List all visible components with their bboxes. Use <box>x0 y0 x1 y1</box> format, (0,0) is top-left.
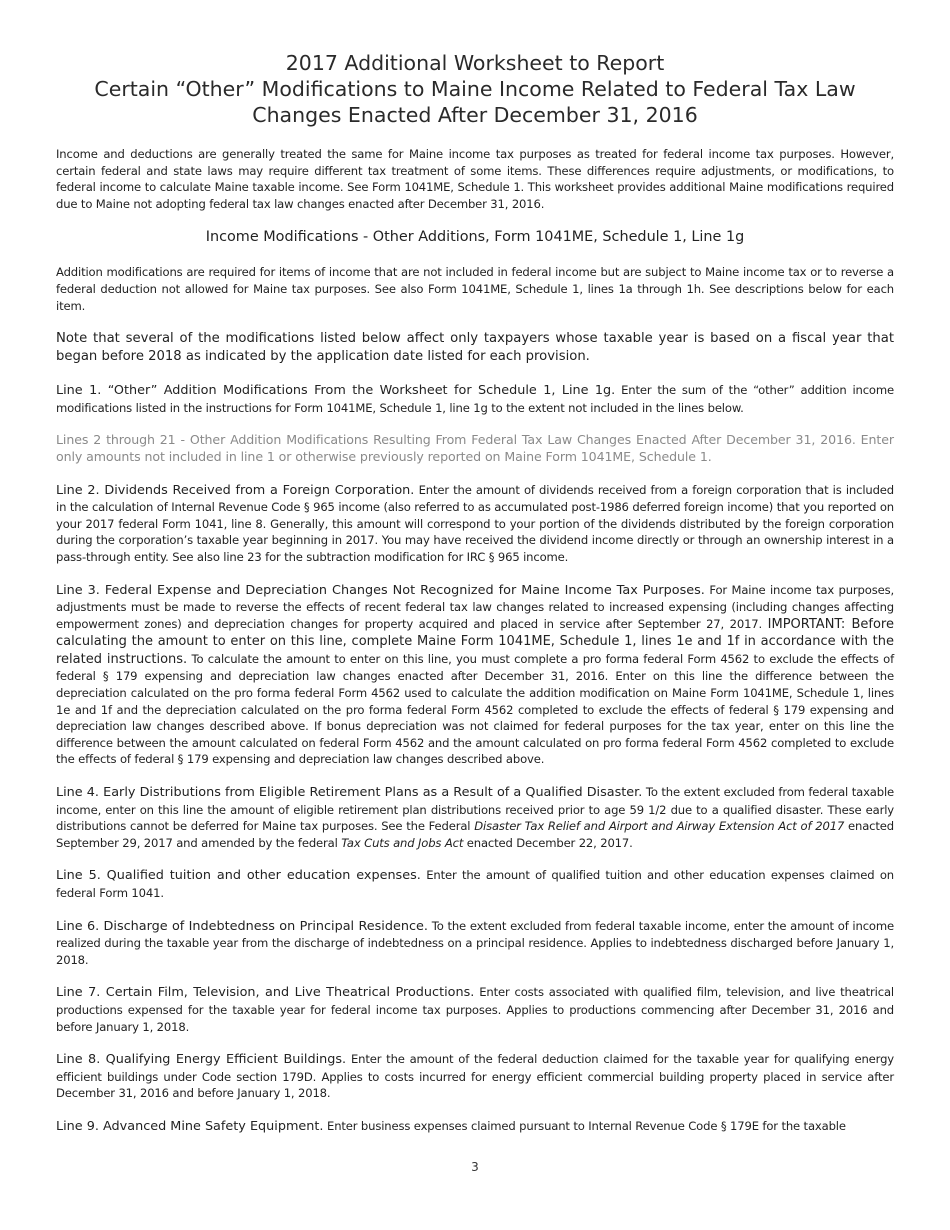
document-page <box>56 50 894 1152</box>
addition-paragraph: Addition modifications are required for items of income that are not included in federal income but are subject to Maine income tax or to reverse a federal deduction not allowed for Maine tax purposes. See also Form 1041ME, Schedule 1, lines 1a through 1h. See descriptions below for each item. <box>56 265 894 313</box>
title-line-1: 2017 Additional Worksheet to Report <box>285 51 665 75</box>
line-4-text: To the extent excluded from federal taxable income, enter on this line the amount of eligible retirement plan distributions received prior to age 59 1/2 due to a qualified disaster. These early distributions cannot be deferred for Maine tax purposes. See the Federal <box>56 785 894 834</box>
line-7-text: Enter costs associated with qualified film, television, and live theatrical productions expensed for the taxable year for federal income tax purposes. Applies to productions commencing after December 31, 2016 and before January 1, 2018. <box>56 985 894 1034</box>
line-4-lead: Line 4. Early Distributions from Eligible Retirement Plans as a Result of a Qualified Disaster. <box>56 785 643 801</box>
line-9-lead: Line 9. Advanced Mine Safety Equipment. <box>56 1118 324 1134</box>
line-7-entry <box>56 984 894 1035</box>
line-5-lead: Line 5. Qualified tuition and other education expenses. <box>56 868 421 884</box>
section-heading: Income Modifications - Other Additions, Form 1041ME, Schedule 1, Line 1g <box>205 229 745 246</box>
line-6-entry <box>56 918 894 969</box>
line-4-text-2: enacted September 29, 2017 and amended by the federal <box>56 819 894 850</box>
line-4-text-3: enacted December 22, 2017. <box>463 835 633 850</box>
line-1-lead: Line 1. “Other” Addition Modifications From the Worksheet for Schedule 1, Line 1g. <box>56 383 616 399</box>
line-1-entry <box>56 382 894 416</box>
note-paragraph: Note that several of the modifications listed below affect only taxpayers whose taxable year is based on a fiscal year that began before 2018 as indicated by the application date listed for each provision. <box>56 331 894 365</box>
line-8-text: Enter the amount of the federal deduction claimed for the taxable year for qualifying energy efficient buildings under Code section 179D. Applies to costs incurred for energy efficient commercial building property placed in service after December 31, 2016 and before January 1, 2018. <box>56 1052 894 1101</box>
line-4-act-1: Disaster Tax Relief and Airport and Airway Extension Act of 2017 <box>474 819 845 834</box>
line-7-lead: Line 7. Certain Film, Television, and Live Theatrical Productions. <box>56 985 475 1001</box>
document-title <box>56 50 894 128</box>
lines-2-21-note: Lines 2 through 21 - Other Addition Modifications Resulting From Federal Tax Law Changes Enacted After December 31, 2016. Enter only amounts not included in line 1 or otherwise previously reported on Maine Form 1041ME, Schedule 1. <box>56 432 894 464</box>
line-3-text: For Maine income tax purposes, adjustments must be made to reverse the effects of recent federal tax law changes related to increased expensing (including changes affecting empowerment zones) and depreciation changes for property acquired and placed in service after September 27, 2017. <box>56 582 894 631</box>
line-9-text: Enter business expenses claimed pursuant to Internal Revenue Code § 179E for the taxable <box>323 1118 846 1133</box>
line-2-entry <box>56 482 894 566</box>
line-5-entry <box>56 867 894 901</box>
line-9-entry <box>56 1118 894 1136</box>
line-2-lead: Line 2. Dividends Received from a Foreign Corporation. <box>56 482 415 498</box>
line-3-important: IMPORTANT: Before calculating the amount to enter on this line, complete Maine Form 1041ME, Schedule 1, lines 1e and 1f in accordance with the related instructions. <box>56 616 894 667</box>
line-5-text: Enter the amount of qualified tuition and other education expenses claimed on federal Form 1041. <box>56 868 894 900</box>
title-line-3: Changes Enacted After December 31, 2016 <box>252 103 698 127</box>
line-3-text-2: To calculate the amount to enter on this line, you must complete a pro forma federal Form 4562 to exclude the effects of federal § 179 expensing and depreciation law changes enacted after December 31, 2016. Enter on this line the difference between the depreciation calculated on the pro forma federal Form 4562 used to calculate the addition modification on Maine Form 1041ME, Schedule 1, lines 1e and 1f and the depreciation calculated on the pro forma federal Form 4562 completed to exclude the effects of federal § 179 expensing and depreciation law changes described above. If bonus depreciation was not claimed for federal purposes for the tax year, enter on this line the difference between the amount calculated on federal Form 4562 and the amount calculated on pro forma federal Form 4562 completed to exclude the effects of federal § 179 expensing and depreciation law changes described above. <box>56 651 894 767</box>
line-4-act-2: Tax Cuts and Jobs Act <box>341 835 464 850</box>
line-4-entry <box>56 784 894 851</box>
title-line-2: Certain “Other” Modifications to Maine Income Related to Federal Tax Law <box>94 77 856 101</box>
line-8-entry <box>56 1051 894 1102</box>
line-2-text: Enter the amount of dividends received from a foreign corporation that is included in the calculation of Internal Revenue Code § 965 income (also referred to as accumulated post-1986 deferred foreign income) that you reported on your 2017 federal Form 1041, line 8. Generally, this amount will correspond to your portion of the dividends distributed by the foreign corporation during the corporation’s taxable year beginning in 2017. You may have received the dividend income directly or through an ownership interest in a pass-through entity. See also line 23 for the subtraction modification for IRC § 965 income. <box>56 482 894 564</box>
line-1-text: Enter the sum of the “other” addition income modifications listed in the instructions for Form 1041ME, Schedule 1, line 1g to the extent not included in the lines below. <box>56 383 895 415</box>
intro-paragraph: Income and deductions are generally treated the same for Maine income tax purposes as treated for federal income tax purposes. However, certain federal and state laws may require different tax treatment of some items. These differences require adjustments, or modifications, to federal income to calculate Maine taxable income. See Form 1041ME, Schedule 1. This worksheet provides additional Maine modifications required due to Maine not adopting federal tax law changes enacted after December 31, 2016. <box>56 147 894 211</box>
line-6-text: To the extent excluded from federal taxable income, enter the amount of income realized during the taxable year from the discharge of indebtedness on a principal residence. Applies to indebtedness discharged before January 1, 2018. <box>56 918 894 967</box>
line-3-entry <box>56 582 894 769</box>
page-number: 3 <box>471 1160 479 1174</box>
line-6-lead: Line 6. Discharge of Indebtedness on Principal Residence. <box>56 918 428 934</box>
line-8-lead: Line 8. Qualifying Energy Efficient Buildings. <box>56 1052 347 1068</box>
line-3-lead: Line 3. Federal Expense and Depreciation Changes Not Recognized for Maine Income Tax Purposes. <box>56 582 705 598</box>
